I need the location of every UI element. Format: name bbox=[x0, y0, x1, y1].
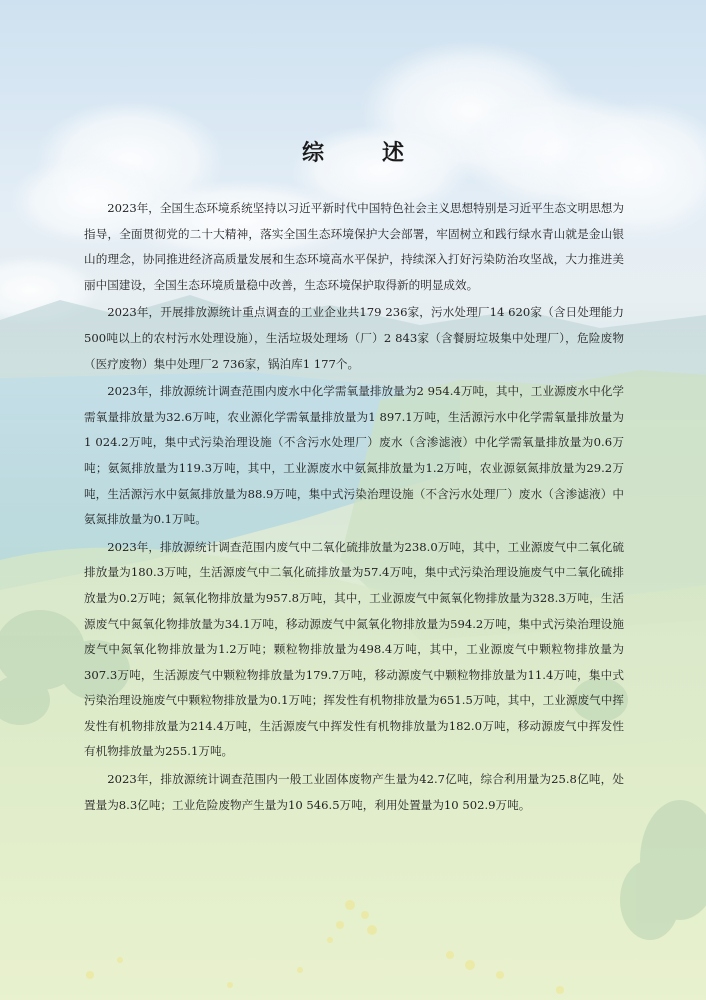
paragraph-solid-waste: 2023年，排放源统计调查范围内一般工业固体废物产生量为42.7亿吨，综合利用量为25.8亿吨，处置量为8.3亿吨；工业危险废物产生量为10 546.5万吨，利用处置量为10 502.9万吨。 bbox=[84, 772, 624, 812]
paragraph-waste-gas: 2023年，排放源统计调查范围内废气中二氧化硫排放量为238.0万吨，其中，工业源废气中二氧化硫排放量为180.3万吨，生活源废气中二氧化硫排放量为57.4万吨，集中式污染治理设施废气中二氧化硫排放量为0.2万吨；氮氧化物排放量为957.8万吨，其中，工业源废气中氮氧化物排放量为328.3万吨，生活源废气中氮氧化物排放量为34.1万吨，移动源废气中氮氧化物排放量为594.2万吨，集中式污染治理设施废气中氮氧化物排放量为1.2万吨；颗粒物排放量为498.4万吨，其中，工业源废气中颗粒物排放量为307.3万吨，生活源废气中颗粒物排放量为179.7万吨，移动源废气中颗粒物排放量为11.4万吨，集中式污染治理设施废气中颗粒物排放量为0.1万吨；挥发性有机物排放量为651.5万吨，其中，工业源废气中挥发性有机物排放量为214.4万吨，生活源废气中挥发性有机物排放量为182.0万吨，移动源废气中挥发性有机物排放量为255.1万吨。 bbox=[84, 539, 624, 759]
summary-body bbox=[84, 196, 624, 818]
paragraph-wastewater: 2023年，排放源统计调查范围内废水中化学需氧量排放量为2 954.4万吨，其中，工业源废水中化学需氧量排放量为32.6万吨，农业源化学需氧量排放量为1 897.1万吨，生活源污水中化学需氧量排放量为1 024.2万吨，集中式污染治理设施（不含污水处理厂）废水（含渗滤液）中化学需氧量排放量为0.6万吨；氨氮排放量为119.3万吨，其中，工业源废水中氨氮排放量为1.2万吨，农业源氨氮排放量为29.2万吨，生活源污水中氨氮排放量为88.9万吨，集中式污染治理设施（不含污水处理厂）废水（含渗滤液）中氨氮排放量为0.1万吨。 bbox=[84, 384, 624, 527]
paragraph-overview: 2023年，全国生态环境系统坚持以习近平新时代中国特色社会主义思想特别是习近平生态文明思想为指导，全面贯彻党的二十大精神，落实全国生态环境保护大会部署，牢固树立和践行绿水青山就是金山银山的理念，协同推进经济高质量发展和生态环境高水平保护，持续深入打好污染防治攻坚战，大力推进美丽中国建设，全国生态环境质量稳中改善，生态环境保护取得新的明显成效。 bbox=[84, 201, 624, 292]
paragraph-survey-scope: 2023年，开展排放源统计重点调查的工业企业共179 236家，污水处理厂14 620家（含日处理能力500吨以上的农村污水处理设施），生活垃圾处理场（厂）2 843家（含餐厨垃圾集中处理厂），危险废物（医疗废物）集中处理厂2 736家，锅泊库1 177个。 bbox=[84, 305, 624, 371]
page-title: 综 述 bbox=[301, 141, 422, 166]
